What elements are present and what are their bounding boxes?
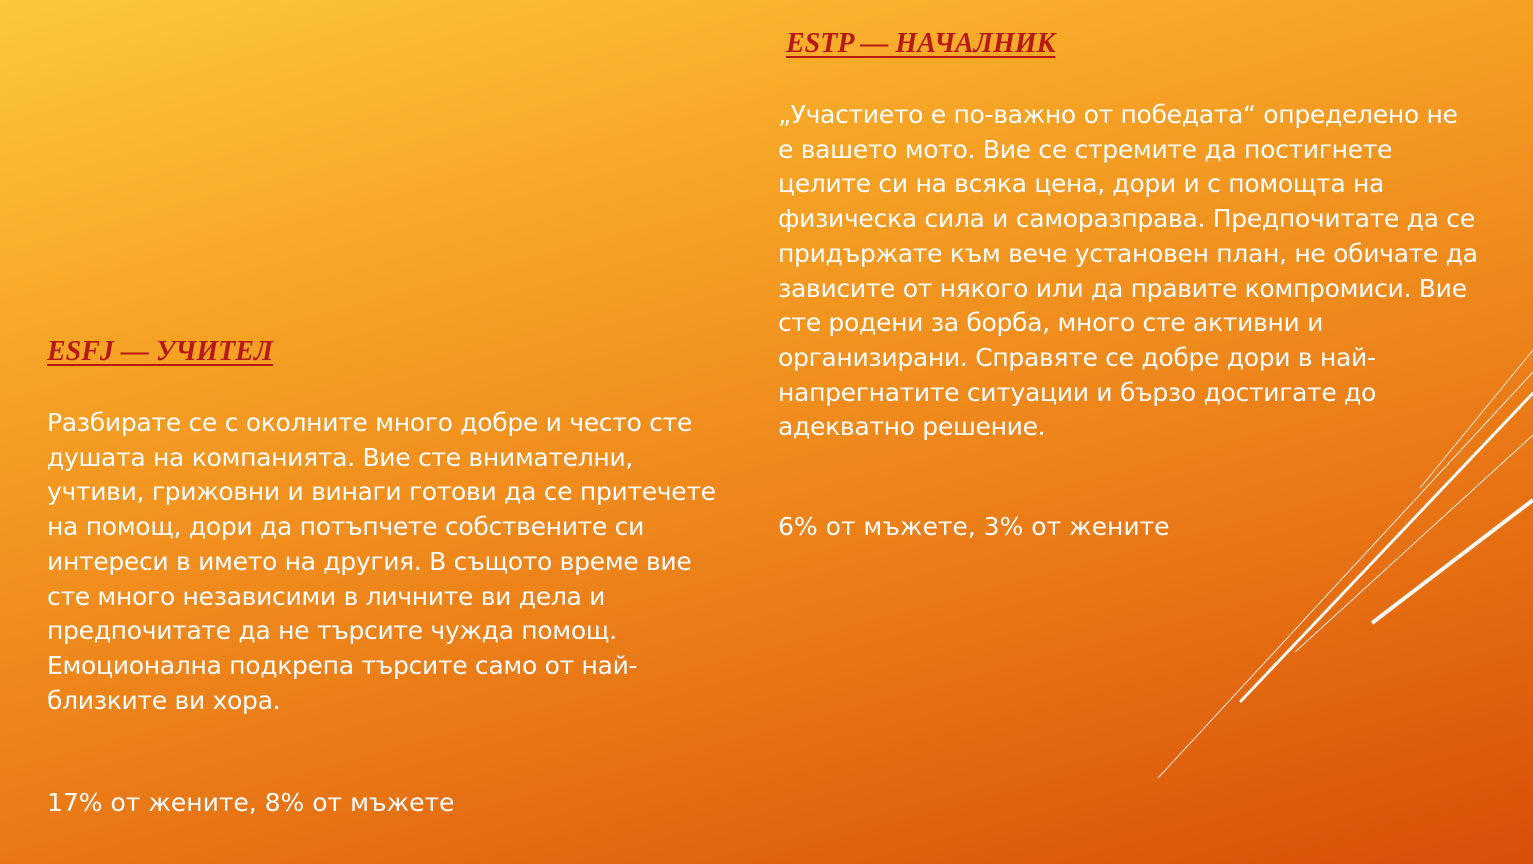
esfj-statistics: 17% от жените, 8% от мъжете: [47, 788, 455, 817]
deco-line-3: [1295, 435, 1533, 652]
esfj-description: Разбирате се с околните много добре и често сте душата на компанията. Вие сте внимателни, учтиви, грижовни и винаги готови да се притечете на помощ, дори да потъпчете собствените си интереси в името на другия. В същото време вие сте много независими в личните ви дела и предпочитате да не търсите чужда помощ. Емоционална подкрепа търсите само от най-близките ви хора.: [47, 408, 716, 715]
deco-line-4: [1420, 350, 1533, 488]
estp-heading: ESTP — НАЧАЛНИК: [786, 28, 1056, 59]
deco-line-1: [1158, 372, 1533, 778]
estp-description: „Участието е по-важно от победата“ определено не е вашето мото. Вие се стремите да постигнете целите си на всяка цена, дори и с помощта на физическа сила и саморазправа. Предпочитате да се придържате към вече установен план, не обичате да зависите от някого или да правите компромиси. Вие сте родени за борба, много сте активни и организирани. Справяте се добре дори в най-напрегнатите ситуации и бързо достигате до адекватно решение.: [778, 100, 1478, 442]
deco-line-5: [1372, 500, 1533, 623]
esfj-heading: ESFJ — УЧИТЕЛ: [47, 336, 274, 367]
deco-line-2: [1240, 393, 1533, 702]
estp-statistics: 6% от мъжете, 3% от жените: [778, 512, 1170, 541]
